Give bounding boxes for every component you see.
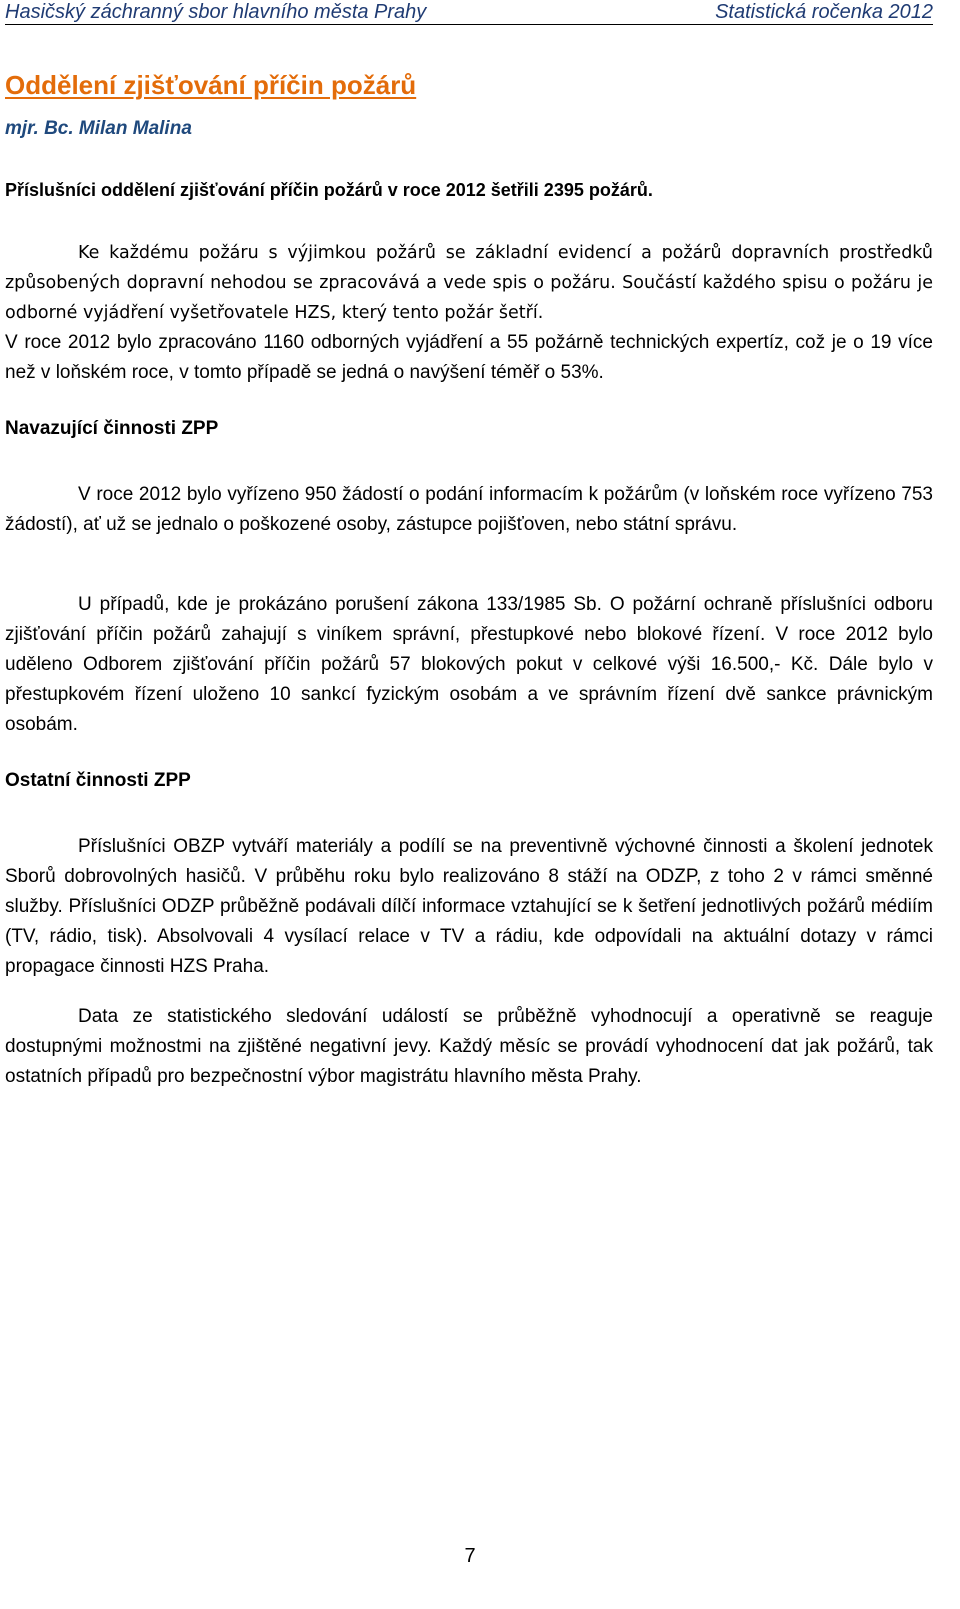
page-number: 7 bbox=[464, 1545, 476, 1567]
section-title: Oddělení zjišťování příčin požárů bbox=[5, 70, 417, 100]
paragraph-sankce: U případů, kde je prokázáno porušení zákona 133/1985 Sb. O požární ochraně příslušníci odboru zjišťování příčin požárů zahajují s viníkem správní, přestupkové nebo blokové řízení. V roce 2012 bylo uděleno Odborem zjišťování příčin požárů 57 blokových pokut v celkové výši 16.500,- Kč. Dále bylo v přestupkovém řízení uloženo 10 sankcí fyzickým osobám a ve správním řízení dvě sankce právnickým osobám. bbox=[5, 594, 933, 735]
paragraph-zadosti: V roce 2012 bylo vyřízeno 950 žádostí o podání informacím k požárům (v loňském roce vyřízeno 753 žádostí), ať už se jednalo o poškozené osoby, zástupce pojišťoven, nebo státní správu. bbox=[5, 484, 933, 535]
header-publication: Statistická ročenka 2012 bbox=[715, 1, 933, 23]
section-author: mjr. Bc. Milan Malina bbox=[5, 118, 192, 139]
intro-sentence: Příslušníci oddělení zjišťování příčin požárů v roce 2012 šetřili 2395 požárů. bbox=[5, 180, 653, 200]
running-header bbox=[5, 0, 933, 25]
paragraph-skoleni: Příslušníci OBZP vytváří materiály a podílí se na preventivně výchovné činnosti a školení jednotek Sborů dobrovolných hasičů. V průběhu roku bylo realizováno 8 stáží na ODZP, z toho 2 v rámci směnné služby. Příslušníci ODZP průběžně podávali dílčí informace vztahující se k šetření jednotlivých požárů médiím (TV, rádio, tisk). Absolvovali 4 vysílací relace v TV a rádiu, kde odpovídali na aktuální dotazy v rámci propagace činnosti HZS Praha. bbox=[5, 836, 933, 977]
paragraph-statistics: V roce 2012 bylo zpracováno 1160 odborných vyjádření a 55 požárně technických expertíz, což je o 19 více než v loňském roce, v tomto případě se jedná o navýšení téměř o 53%. bbox=[5, 332, 933, 383]
heading-navazujici: Navazující činnosti ZPP bbox=[5, 418, 219, 439]
paragraph-spis: Ke každému požáru s výjimkou požárů se základní evidencí a požárů dopravních prostředků způsobených dopravní nehodou se zpracovává a vede spis o požáru. Součástí každého spisu o požáru je odborné vyjádření vyšetřovatele HZS, který tento požár šetří. bbox=[5, 243, 933, 323]
paragraph-statistika: Data ze statistického sledování událostí se průběžně vyhodnocují a operativně se reaguje dostupnými možnostmi na zjištěné negativní jevy. Každý měsíc se provádí vyhodnocení dat jak požárů, tak ostatních případů pro bezpečnostní výbor magistrátu hlavního města Prahy. bbox=[5, 1006, 933, 1087]
header-organization: Hasičský záchranný sbor hlavního města Prahy bbox=[5, 1, 427, 23]
heading-ostatni: Ostatní činnosti ZPP bbox=[5, 770, 191, 791]
